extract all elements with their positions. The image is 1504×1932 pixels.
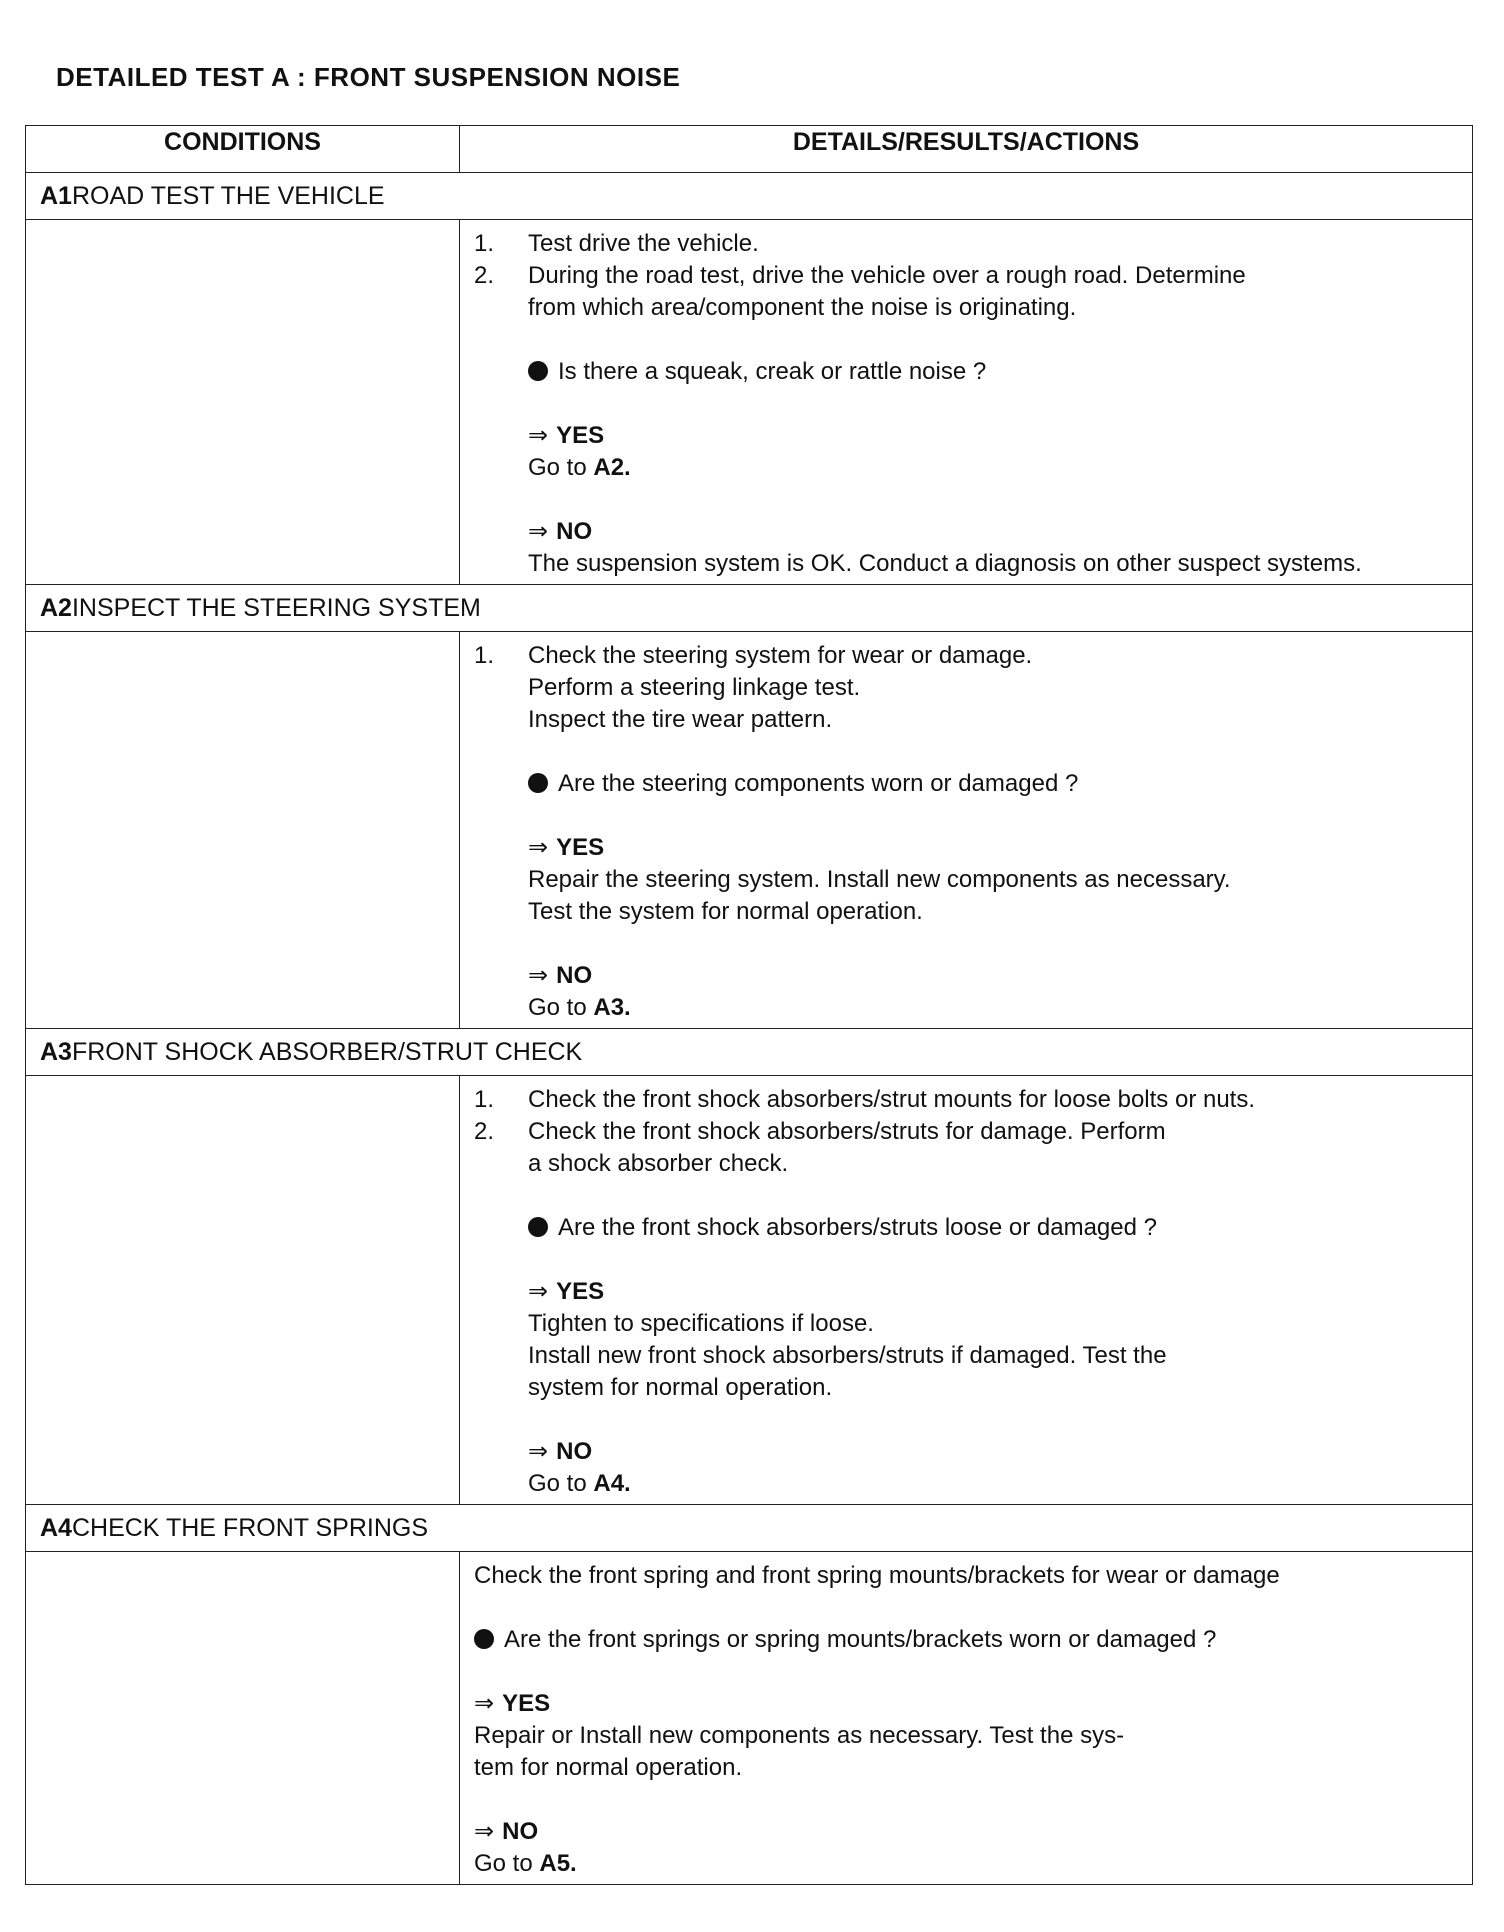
step-code: A4 [40,1514,72,1542]
yes-answer: ⇒ YES [528,834,605,861]
bullet-icon [474,1629,494,1649]
details-cell-a2 [460,632,1473,1029]
conditions-cell [26,1076,460,1505]
arrow-icon: ⇒ [528,1278,549,1305]
step-code: A3 [40,1038,72,1066]
arrow-icon: ⇒ [474,1690,495,1717]
question: Are the steering components worn or damaged ? [474,768,1462,800]
yes-action: Go to A2. [528,454,631,481]
step-heading-row [26,1505,1473,1552]
step-code: A1 [40,182,72,210]
list-item: 1. Check the front shock absorbers/strut mounts for loose bolts or nuts. [474,1086,1256,1113]
step-body-row [26,1076,1473,1505]
question: Are the front springs or spring mounts/brackets worn or damaged ? [474,1624,1462,1656]
intro-text: Check the front spring and front spring mounts/brackets for wear or damage [474,1562,1280,1589]
step-code: A2 [40,594,72,622]
arrow-icon: ⇒ [528,962,549,989]
no-action: The suspension system is OK. Conduct a diagnosis on other suspect systems. [528,550,1362,577]
no-action: Go to A5. [474,1850,577,1877]
step-title: CHECK THE FRONT SPRINGS [71,1514,429,1542]
no-action: Go to A4. [528,1470,631,1497]
step-title: FRONT SHOCK ABSORBER/STRUT CHECK [71,1038,583,1066]
list-item: 2. During the road test, drive the vehicle over a rough road. Determine from which area/component the noise is originating. [474,262,1246,321]
arrow-icon: ⇒ [528,422,549,449]
header-conditions: CONDITIONS [26,126,460,173]
bullet-icon [528,1217,548,1237]
conditions-cell [26,1552,460,1885]
no-answer: ⇒ NO [474,1818,539,1845]
table-header-row [26,126,1473,173]
step-body-row [26,632,1473,1029]
yes-action: Repair the steering system. Install new components as necessary. Test the system for normal operation. [528,866,1231,925]
header-details: DETAILS/RESULTS/ACTIONS [460,126,1473,173]
step-heading-a4 [26,1505,1473,1552]
arrow-icon: ⇒ [474,1818,495,1845]
question: Are the front shock absorbers/struts loose or damaged ? [474,1212,1462,1244]
yes-answer: ⇒ YES [528,1278,605,1305]
details-cell-a3 [460,1076,1473,1505]
arrow-icon: ⇒ [528,834,549,861]
list-item: 2. Check the front shock absorbers/struts for damage. Perform a shock absorber check. [474,1118,1166,1177]
details-cell-a4 [460,1552,1473,1885]
arrow-icon: ⇒ [528,518,549,545]
bullet-icon [528,361,548,381]
conditions-cell [26,632,460,1029]
details-cell-a1 [460,220,1473,585]
step-body-row [26,1552,1473,1885]
step-body-row [26,220,1473,585]
arrow-icon: ⇒ [528,1438,549,1465]
diagnostic-table [25,125,1473,1885]
question: Is there a squeak, creak or rattle noise ? [474,356,1462,388]
step-heading-row [26,1029,1473,1076]
no-answer: ⇒ NO [528,1438,593,1465]
bullet-icon [528,773,548,793]
list-item: 1. Check the steering system for wear or damage. Perform a steering linkage test. Inspect the tire wear pattern. [474,642,1033,733]
no-action: Go to A3. [528,994,631,1021]
no-answer: ⇒ NO [528,518,593,545]
page-title: DETAILED TEST A : FRONT SUSPENSION NOISE [56,62,681,92]
no-answer: ⇒ NO [528,962,593,989]
step-heading-a1 [26,173,1473,220]
yes-action: Tighten to specifications if loose. Install new front shock absorbers/struts if damaged. Test the system for normal operation. [528,1310,1167,1401]
step-heading-a3 [26,1029,1473,1076]
step-title: ROAD TEST THE VEHICLE [71,182,385,210]
yes-answer: ⇒ YES [528,422,605,449]
step-heading-row [26,585,1473,632]
step-heading-a2 [26,585,1473,632]
yes-action: Repair or Install new components as necessary. Test the sys- tem for normal operation. [474,1722,1125,1781]
step-title: INSPECT THE STEERING SYSTEM [71,594,481,622]
yes-answer: ⇒ YES [474,1690,551,1717]
step-heading-row [26,173,1473,220]
conditions-cell [26,220,460,585]
list-item: 1. Test drive the vehicle. [474,230,759,257]
